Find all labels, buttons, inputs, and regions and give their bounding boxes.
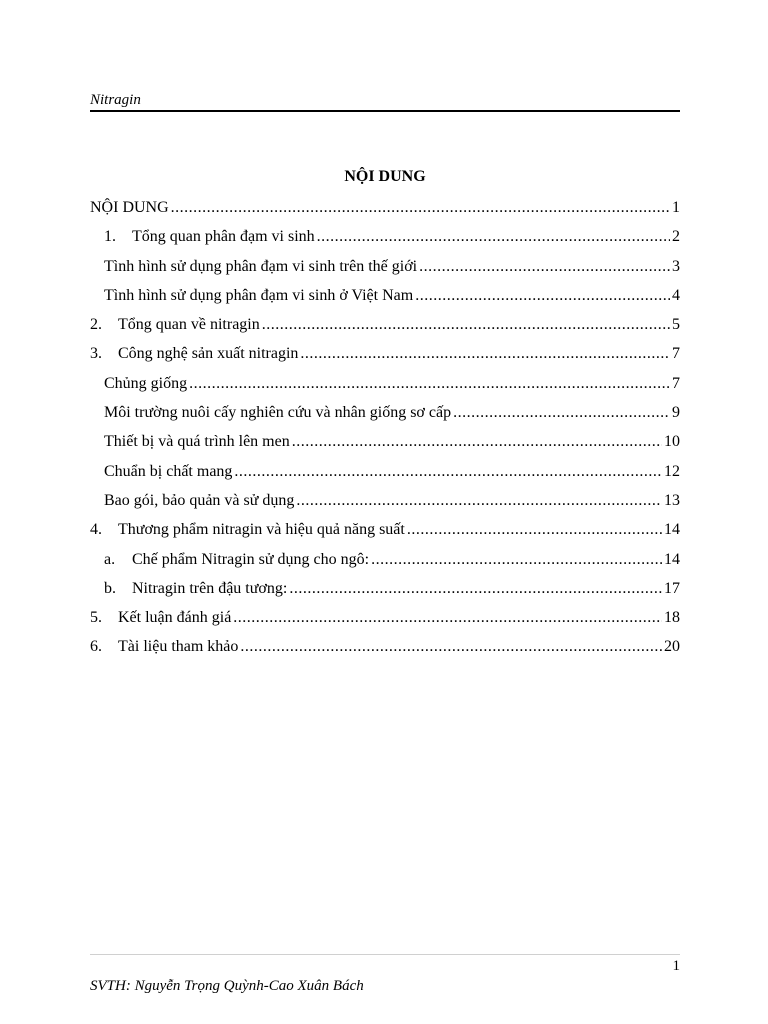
dot-leader — [419, 255, 670, 278]
toc-entry-number: b. — [104, 579, 116, 597]
dot-leader — [296, 489, 662, 512]
toc-entry[interactable] — [90, 548, 680, 577]
toc-entry-label: Chuẩn bị chất mang — [104, 462, 233, 480]
toc-entry[interactable] — [90, 284, 680, 313]
toc-entry-page: 10 — [664, 433, 680, 451]
toc-entry-label: Tổng quan về nitragin — [118, 316, 260, 334]
toc-entry[interactable] — [90, 225, 680, 254]
toc-entry-label: Bao gói, bảo quản và sử dụng — [104, 491, 295, 509]
toc-entry-page: 5 — [672, 316, 680, 334]
toc-entry[interactable] — [90, 489, 680, 518]
dot-leader — [289, 577, 662, 600]
toc-entry-label: NỘI DUNG — [90, 199, 169, 216]
toc-entry-number: a. — [104, 550, 116, 568]
header-divider — [90, 110, 680, 112]
toc-entry[interactable] — [90, 460, 680, 489]
toc-heading: NỘI DUNG — [344, 168, 426, 185]
toc-entry[interactable] — [90, 313, 680, 342]
toc-entry-label: Thương phẩm nitragin và hiệu quả năng suất — [118, 521, 405, 539]
toc-entry-label: Thiết bị và quá trình lên men — [104, 433, 290, 451]
toc-entry-page: 17 — [664, 579, 680, 597]
toc-entry-label: Tình hình sử dụng phân đạm vi sinh trên thế giới — [104, 257, 418, 275]
toc-entry[interactable] — [90, 255, 680, 284]
toc-entry-page: 7 — [672, 374, 680, 392]
toc-entry-label: Môi trường nuôi cấy nghiên cứu và nhân giống sơ cấp — [104, 404, 452, 422]
toc-entry-page: 3 — [672, 257, 680, 275]
toc-entry-page: 9 — [672, 404, 680, 422]
dot-leader — [189, 372, 670, 395]
dot-leader — [317, 225, 670, 248]
toc-entry-page: 13 — [664, 491, 680, 509]
dot-leader — [262, 313, 670, 336]
toc-entry-number: 4. — [90, 521, 102, 539]
dot-leader — [415, 284, 670, 307]
toc-entry-label: Chế phẩm Nitragin sử dụng cho ngô: — [132, 550, 370, 568]
toc-entry[interactable] — [90, 401, 680, 430]
toc-entry[interactable] — [90, 342, 680, 371]
dot-leader — [407, 518, 662, 541]
toc-entry-label: Chủng giống — [104, 374, 188, 392]
toc-entry-label: Tổng quan phân đạm vi sinh — [132, 228, 315, 246]
dot-leader — [240, 635, 662, 658]
dot-leader — [292, 430, 662, 453]
toc-entry-page: 7 — [672, 345, 680, 363]
running-header: Nitragin — [90, 92, 141, 108]
dot-leader — [234, 460, 662, 483]
dot-leader — [300, 342, 670, 365]
page-number: 1 — [672, 958, 680, 974]
toc-entry-label: Tình hình sử dụng phân đạm vi sinh ở Việt Nam — [104, 286, 414, 304]
toc-entry-label: Công nghệ sản xuất nitragin — [118, 345, 299, 363]
toc-entry[interactable] — [90, 606, 680, 635]
toc-entry[interactable] — [90, 518, 680, 547]
toc-entry-page: 4 — [672, 286, 680, 304]
toc-entry-number: 1. — [104, 228, 116, 246]
dot-leader — [371, 548, 662, 571]
footer-divider — [90, 954, 680, 955]
toc-entry-number: 2. — [90, 316, 102, 334]
dot-leader — [453, 401, 670, 424]
toc-entry-number: 3. — [90, 345, 102, 363]
toc-entry[interactable] — [90, 430, 680, 459]
dot-leader — [171, 196, 670, 219]
toc-entry[interactable] — [90, 635, 680, 664]
toc-entry-label: Tài liệu tham khảo — [118, 638, 239, 656]
toc-entry-page: 20 — [664, 638, 680, 656]
toc-entry-page: 2 — [672, 228, 680, 246]
toc-entry[interactable] — [90, 577, 680, 606]
toc-entry-page: 18 — [664, 609, 680, 627]
toc-entry-page: 1 — [672, 199, 680, 216]
toc-entry-page: 12 — [664, 462, 680, 480]
table-of-contents — [90, 196, 680, 665]
toc-entry-number: 5. — [90, 609, 102, 627]
footer-authors: SVTH: Nguyễn Trọng Quỳnh-Cao Xuân Bách — [90, 978, 364, 994]
dot-leader — [233, 606, 662, 629]
toc-entry-label: Nitragin trên đậu tương: — [132, 579, 288, 597]
toc-entry[interactable] — [90, 372, 680, 401]
toc-entry-number: 6. — [90, 638, 102, 656]
toc-entry[interactable] — [90, 196, 680, 225]
toc-entry-page: 14 — [664, 521, 680, 539]
toc-entry-page: 14 — [664, 550, 680, 568]
toc-entry-label: Kết luận đánh giá — [118, 609, 232, 627]
